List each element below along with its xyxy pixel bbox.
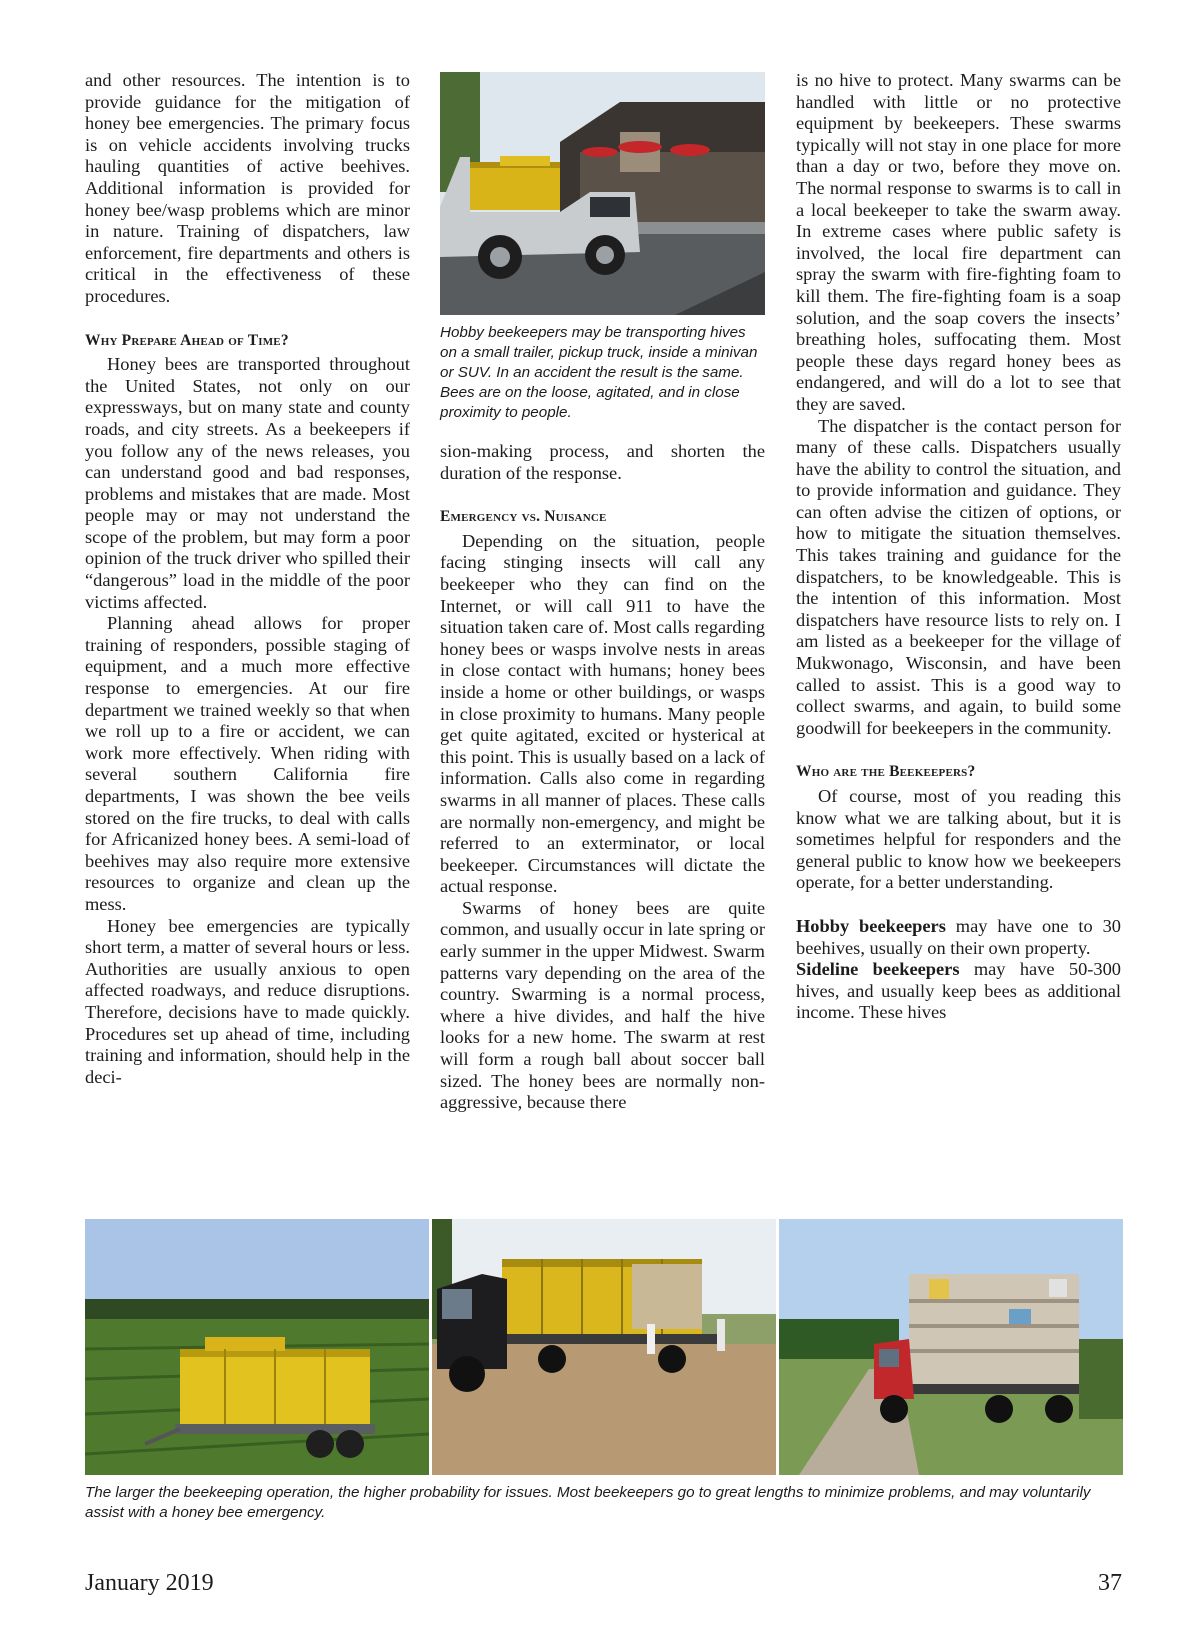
page-number: 37 bbox=[1098, 1570, 1122, 1596]
photo-caption: Hobby beekeepers may be transporting hives on a small trailer, pickup truck, inside a minivan or SUV. In an accident the result is the same. Bees are on the loose, agitated, and in close proximity to people. bbox=[440, 324, 758, 421]
list-item-text: may have one to 30 beehives, usually on their own property. bbox=[796, 915, 1121, 958]
bottom-caption: The larger the beekeeping operation, the higher probability for issues. Most beekeepers go to great lengths to minimize problems, and may voluntarily assist with a honey bee emergency. bbox=[85, 1484, 1091, 1521]
list-item-text: may have 50-300 hives, and usually keep bees as additional income. These hives bbox=[796, 959, 1121, 1023]
pickup-truck-photo bbox=[440, 72, 765, 315]
section-heading: Emergency vs. Nuisance bbox=[440, 508, 607, 526]
list-item-term: Sideline beekeepers bbox=[796, 959, 960, 980]
flatbed-truck-image bbox=[779, 1219, 1123, 1475]
paragraph: Depending on the situation, people facing stinging insects will call any beekeeper who they can find on the Internet, or will call 911 to have the situation taken care of. Most calls regarding honey bees or wasps involve nests in areas in close contact with humans; honey bees inside a home or other buildings, or wasps in close proximity to humans. Many people get quite agitated, excited or hysterical at this point. This is usually based on a lack of information. Calls also come in regarding swarms in all manner of places. These calls are normally non-emergency, and might be referred to an exterminator, or local beekeeper. Circumstances will dictate the actual response. bbox=[440, 530, 765, 897]
footer-date: January 2019 bbox=[85, 1570, 214, 1596]
semi-truck-loading-image bbox=[432, 1219, 776, 1475]
text-column-1 bbox=[85, 70, 410, 1088]
paragraph: and other resources. The intention is to provide guidance for the mitigation of honey bee emergencies. The primary focus is on vehicle accidents involving trucks hauling quantities of active beehives. Additional information is provided for honey bee/wasp problems which are minor in nature. Training of dispatchers, law enforcement, fire departments and others is critical in the effectiveness of these procedures. bbox=[85, 70, 410, 306]
list-item bbox=[796, 959, 1121, 1024]
pickup-truck-image bbox=[440, 72, 765, 315]
text-column-3 bbox=[796, 70, 1121, 1024]
paragraph: sion-making process, and shorten the duration of the response. bbox=[440, 441, 765, 483]
flatbed-truck-photo bbox=[779, 1219, 1123, 1475]
trailer-in-field-image bbox=[85, 1219, 429, 1475]
paragraph: Swarms of honey bees are quite common, and usually occur in late spring or early summer in the upper Midwest. Swarm patterns vary depending on the area of the country. Swarming is a normal process, where a hive divides, and half the hive looks for a new home. The swarm at rest will form a rough ball about soccer ball sized. The honey bees are normally non-aggressive, because there bbox=[440, 897, 765, 1113]
paragraph: Honey bees are transported throughout the United States, not only on our expressways, but on many state and county roads, and city streets. As a beekeepers if you follow any of the news releases, you can understand good and bad responses, problems and mistakes that are made. Most people may or may not understand the scope of the problem, but may form a poor opinion of the truck driver who spilled their “dangerous” load in the middle of the poor victims affected. bbox=[85, 354, 410, 612]
paragraph: is no hive to protect. Many swarms can be handled with little or no protective equipment by beekeepers. These swarms typically will not stay in one place for more than a day or two, before they move on. The normal response to swarms is to call in a local beekeeper to take the swarm away. In extreme cases where public safety is involved, the local fire department can spray the swarm with fire-fighting foam to kill them. The fire-fighting foam is a soap solution, and the soap covers the insects’ breathing holes, suffocating them. Most people these days regard honey bees as endangered, and will do a lot to see that they are saved. bbox=[796, 70, 1121, 414]
paragraph: Honey bee emergencies are typically short term, a matter of several hours or less. Authorities are usually anxious to open affected roadways, and reduce disruptions. Therefore, decisions have to made quickly. Procedures set up ahead of time, including training and information, should help in the deci- bbox=[85, 915, 410, 1087]
section-heading: Who are the Beekeepers? bbox=[796, 763, 976, 781]
semi-truck-loading-photo bbox=[432, 1219, 776, 1475]
bottom-photo-strip bbox=[85, 1219, 1123, 1475]
trailer-in-field-photo bbox=[85, 1219, 429, 1475]
paragraph: Of course, most of you reading this know what we are talking about, but it is sometimes helpful for responders and the general public to know how we beekeepers operate, for a better understanding. bbox=[796, 786, 1121, 893]
section-heading: Why Prepare Ahead of Time? bbox=[85, 331, 289, 349]
paragraph: Planning ahead allows for proper training of responders, possible staging of equipment, and a much more effective response to emergencies. At our fire department we trained weekly so that when we roll up to a fire or accident, we can work more effectively. When riding with several southern California fire departments, I was shown the bee veils stored on the fire trucks, to deal with calls for Africanized honey bees. A semi-load of beehives may also require more extensive resources to organize and clean up the mess. bbox=[85, 613, 410, 914]
paragraph: The dispatcher is the contact person for many of these calls. Dispatchers usually have the ability to control the situation, and to provide information and guidance. They can often advise the citizen of options, or how to mitigate the situation themselves. This takes training and guidance for the dispatchers, to be knowledgeable. This is the intention of this information. Most dispatchers have resource lists to rely on. I am listed as a beekeeper for the village of Mukwonago, Wisconsin, and have been called to assist. This is a good way to collect swarms, and again, to build some goodwill for beekeepers in the community. bbox=[796, 415, 1121, 738]
list-item bbox=[796, 916, 1121, 959]
list-item-term: Hobby beekeepers bbox=[796, 915, 946, 936]
text-column-2 bbox=[440, 72, 765, 1114]
